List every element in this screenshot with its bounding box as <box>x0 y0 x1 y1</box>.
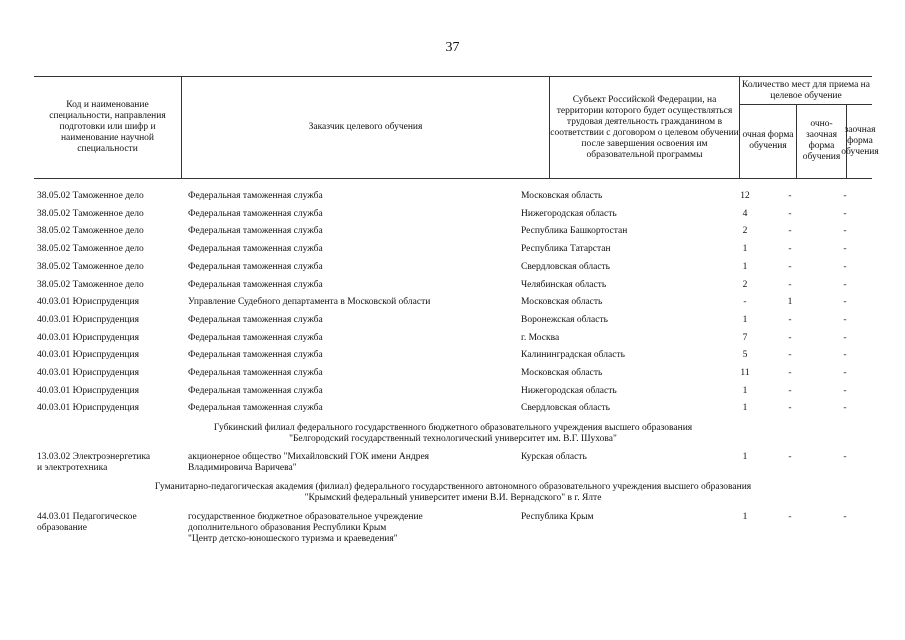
cell-customer-line: государственное бюджетное образовательное учреждение <box>188 512 423 522</box>
cell-part-time: - <box>788 208 792 219</box>
cell-full-time: 11 <box>740 368 750 378</box>
cell-full-time: 1 <box>742 385 748 396</box>
header-correspondence: заочная форма обучения <box>846 104 873 178</box>
cell-customer: Федеральная таможенная служба <box>188 244 323 255</box>
cell-part-time: - <box>788 244 792 255</box>
cell-customer: Федеральная таможенная служба <box>188 368 323 378</box>
cell-customer-line: дополнительного образования Республики Крым <box>188 523 387 533</box>
cell-part-time: 1 <box>787 297 793 308</box>
header-subject: Субъект Российской Федерации, на территории которого будет осуществляться трудовая деятельность гражданином в соответствии с договором о целевом обучении после завершения освоения им образовательной программы <box>549 77 739 178</box>
cell-code-line: образование <box>37 523 87 533</box>
cell-full-time: 4 <box>742 208 748 219</box>
cell-full-time: 7 <box>742 332 748 343</box>
cell-correspondence: - <box>843 297 847 308</box>
cell-correspondence: - <box>843 368 847 378</box>
cell-code <box>37 452 182 474</box>
cell-code: 40.03.01 Юриспруденция <box>37 368 139 378</box>
cell-subject: Нижегородская область <box>521 208 617 219</box>
header-full-time: очная форма обучения <box>742 130 794 151</box>
cell-full-time: 5 <box>742 350 748 361</box>
cell-code: 38.05.02 Таможенное дело <box>37 279 144 290</box>
cell-correspondence: - <box>843 385 847 396</box>
cell-correspondence: - <box>843 191 847 201</box>
cell-subject: г. Москва <box>521 332 560 343</box>
cell-code: 40.03.01 Юриспруденция <box>37 314 139 325</box>
section-title-gubkin <box>34 423 872 445</box>
cell-customer: Федеральная таможенная служба <box>188 403 323 414</box>
cell-subject: Московская область <box>521 368 603 378</box>
page-number: 37 <box>445 40 460 55</box>
cell-full-time: 1 <box>742 244 748 255</box>
cell-part-time: - <box>788 279 792 290</box>
cell-full-time: 1 <box>742 452 748 462</box>
section-title-line: "Белгородский государственный технологический университет им. В.Г. Шухова" <box>289 434 617 444</box>
cell-correspondence: - <box>843 208 847 219</box>
cell-part-time: - <box>788 261 792 272</box>
cell-full-time: 2 <box>742 279 748 290</box>
cell-subject: Московская область <box>521 297 603 308</box>
cell-full-time: 1 <box>742 512 748 522</box>
section-title-yalta <box>34 482 872 504</box>
cell-customer: Федеральная таможенная служба <box>188 191 323 201</box>
header-code: Код и наименование специальности, направления подготовки или шифр и наименование научной специальности <box>49 100 166 154</box>
cell-correspondence: - <box>843 512 847 522</box>
cell-full-time: 1 <box>742 261 748 272</box>
cell-part-time: - <box>788 512 792 522</box>
cell-subject: Свердловская область <box>521 403 611 414</box>
cell-subject: Республика Татарстан <box>521 244 611 255</box>
cell-customer <box>188 512 513 545</box>
cell-full-time: 1 <box>742 403 748 414</box>
cell-customer-line: Владимировича Варичева" <box>188 463 297 473</box>
cell-part-time: - <box>788 368 792 378</box>
cell-full-time: 1 <box>742 314 748 325</box>
cell-customer: Федеральная таможенная служба <box>188 350 323 361</box>
cell-customer: Федеральная таможенная служба <box>188 261 323 272</box>
section-title-line: "Крымский федеральный университет имени В.И. Вернадского" в г. Ялте <box>304 493 602 503</box>
cell-subject: Челябинская область <box>521 279 607 290</box>
cell-part-time: - <box>788 452 792 462</box>
cell-code-line: и электротехника <box>37 463 108 473</box>
cell-subject: Республика Крым <box>521 512 594 522</box>
section-title-line: Гуманитарно-педагогическая академия (филиал) федерального государственного автономного образовательного учреждения высшего образования <box>154 482 752 492</box>
cell-customer: Федеральная таможенная служба <box>188 226 323 237</box>
cell-code: 38.05.02 Таможенное дело <box>37 226 144 237</box>
cell-correspondence: - <box>843 403 847 414</box>
cell-subject: Нижегородская область <box>521 385 617 396</box>
cell-subject: Воронежская область <box>521 314 608 325</box>
cell-code: 38.05.02 Таможенное дело <box>37 244 144 255</box>
cell-correspondence: - <box>843 279 847 290</box>
cell-part-time: - <box>788 403 792 414</box>
cell-customer-line: акционерное общество "Михайловский ГОК имени Андрея <box>188 452 430 462</box>
cell-subject: Московская область <box>521 191 603 201</box>
cell-code: 40.03.01 Юриспруденция <box>37 297 139 308</box>
cell-correspondence: - <box>843 244 847 255</box>
table-header <box>34 76 879 179</box>
cell-full-time: 2 <box>742 226 748 237</box>
cell-code: 38.05.02 Таможенное дело <box>37 208 144 219</box>
header-places <box>739 77 879 178</box>
cell-subject: Курская область <box>521 452 587 462</box>
cell-correspondence: - <box>843 452 847 462</box>
cell-full-time: 12 <box>740 191 750 201</box>
cell-code: 40.03.01 Юриспруденция <box>37 385 139 396</box>
cell-part-time: - <box>788 332 792 343</box>
cell-customer-line: "Центр детско-юношеского туризма и краеведения" <box>188 534 398 544</box>
cell-customer: Федеральная таможенная служба <box>188 279 323 290</box>
cell-customer: Федеральная таможенная служба <box>188 208 323 219</box>
cell-subject: Свердловская область <box>521 261 611 272</box>
cell-customer: Федеральная таможенная служба <box>188 332 323 343</box>
cell-code <box>37 512 182 534</box>
cell-code-line: 44.03.01 Педагогическое <box>37 512 137 522</box>
cell-correspondence: - <box>843 314 847 325</box>
header-part-time: очно-заочная форма обучения <box>796 104 846 178</box>
cell-customer <box>188 452 513 474</box>
cell-part-time: - <box>788 191 792 201</box>
header-customer: Заказчик целевого обучения <box>181 77 549 178</box>
header-places-title: Количество мест для приема на целевое обучение <box>740 77 872 105</box>
cell-code-line: 13.03.02 Электроэнергетика <box>37 452 151 462</box>
cell-customer: Управление Судебного департамента в Московской области <box>188 297 431 308</box>
cell-subject: Калининградская область <box>521 350 625 361</box>
cell-code: 38.05.02 Таможенное дело <box>37 261 144 272</box>
cell-full-time: - <box>743 297 747 308</box>
cell-part-time: - <box>788 226 792 237</box>
cell-code: 40.03.01 Юриспруденция <box>37 350 139 361</box>
cell-code: 38.05.02 Таможенное дело <box>37 191 144 201</box>
cell-part-time: - <box>788 385 792 396</box>
cell-customer: Федеральная таможенная служба <box>188 314 323 325</box>
cell-code: 40.03.01 Юриспруденция <box>37 403 139 414</box>
cell-subject: Республика Башкортостан <box>521 226 628 237</box>
cell-part-time: - <box>788 314 792 325</box>
cell-code: 40.03.01 Юриспруденция <box>37 332 139 343</box>
cell-correspondence: - <box>843 226 847 237</box>
cell-customer: Федеральная таможенная служба <box>188 385 323 396</box>
cell-correspondence: - <box>843 332 847 343</box>
section-title-line: Губкинский филиал федерального государственного бюджетного образовательного учреждения высшего образования <box>213 423 693 433</box>
cell-correspondence: - <box>843 350 847 361</box>
cell-part-time: - <box>788 350 792 361</box>
cell-correspondence: - <box>843 261 847 272</box>
